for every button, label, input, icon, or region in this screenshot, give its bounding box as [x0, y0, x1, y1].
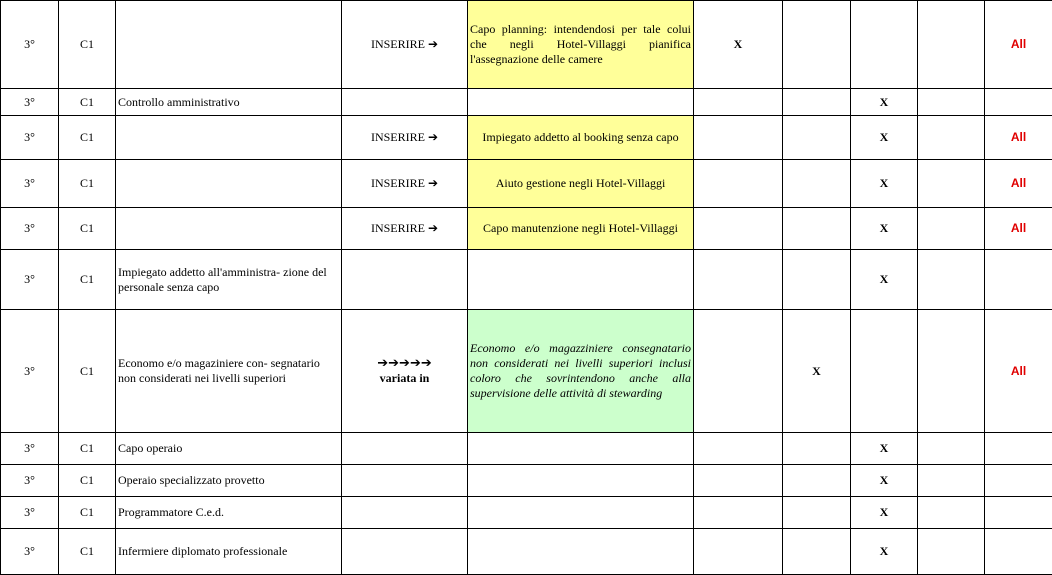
level-cell: 3° — [1, 208, 59, 250]
arrows-icon: ➔➔➔➔➔ — [377, 356, 432, 372]
all-badge — [985, 89, 1052, 116]
profile-cell: Capo operaio — [116, 432, 342, 464]
profile-cell: Operaio specializzato provetto — [116, 464, 342, 496]
code-cell: C1 — [59, 528, 116, 574]
all-badge: All — [985, 1, 1052, 89]
description-cell: Aiuto gestione negli Hotel-Villaggi — [468, 160, 694, 208]
table-row — [1, 116, 1052, 160]
mark-cell — [694, 116, 783, 160]
mark-cell — [918, 310, 985, 432]
action-cell — [342, 432, 468, 464]
mark-cell: X — [851, 89, 918, 116]
mark-cell — [918, 208, 985, 250]
action-cell — [342, 464, 468, 496]
action-cell — [342, 89, 468, 116]
mark-cell — [694, 89, 783, 116]
description-cell — [468, 250, 694, 310]
profile-cell: Controllo amministrativo — [116, 89, 342, 116]
mark-cell — [851, 1, 918, 89]
mark-cell: X — [851, 160, 918, 208]
action-cell: INSERIRE ➔ — [342, 1, 468, 89]
description-cell — [468, 89, 694, 116]
mark-cell — [783, 464, 851, 496]
mark-cell — [918, 432, 985, 464]
description-cell: Capo planning: intendendosi per tale colui che negli Hotel-Villaggi pianifica l'assegnazione delle camere — [468, 1, 694, 89]
all-badge — [985, 432, 1052, 464]
action-label: variata in — [379, 371, 430, 386]
all-badge — [985, 496, 1052, 528]
mark-cell — [918, 160, 985, 208]
table-row — [1, 432, 1052, 464]
mark-cell — [694, 496, 783, 528]
profile-cell: Programmatore C.e.d. — [116, 496, 342, 528]
profile-cell — [116, 116, 342, 160]
mark-cell — [694, 464, 783, 496]
mark-cell — [918, 250, 985, 310]
all-badge — [985, 464, 1052, 496]
mark-cell: X — [851, 464, 918, 496]
mark-cell — [783, 250, 851, 310]
mark-cell — [694, 310, 783, 432]
mark-cell: X — [851, 496, 918, 528]
code-cell: C1 — [59, 89, 116, 116]
mark-cell — [918, 464, 985, 496]
mark-cell — [783, 160, 851, 208]
mark-cell: X — [851, 208, 918, 250]
mark-cell — [694, 250, 783, 310]
profile-cell: Economo e/o magaziniere con- segnatario non considerati nei livelli superiori — [116, 310, 342, 432]
description-cell — [468, 432, 694, 464]
code-cell: C1 — [59, 160, 116, 208]
level-cell: 3° — [1, 250, 59, 310]
mark-cell — [783, 208, 851, 250]
table-row — [1, 496, 1052, 528]
all-badge: All — [985, 310, 1052, 432]
table-row — [1, 208, 1052, 250]
mark-cell — [783, 116, 851, 160]
level-cell: 3° — [1, 464, 59, 496]
mark-cell — [783, 1, 851, 89]
table-row — [1, 160, 1052, 208]
mark-cell — [918, 89, 985, 116]
code-cell: C1 — [59, 116, 116, 160]
mark-cell — [918, 116, 985, 160]
mark-cell — [694, 432, 783, 464]
description-cell: Capo manutenzione negli Hotel-Villaggi — [468, 208, 694, 250]
mark-cell — [918, 1, 985, 89]
all-badge: All — [985, 208, 1052, 250]
mark-cell — [918, 496, 985, 528]
code-cell: C1 — [59, 1, 116, 89]
mark-cell — [783, 528, 851, 574]
description-cell — [468, 496, 694, 528]
code-cell: C1 — [59, 464, 116, 496]
table-row — [1, 1, 1052, 89]
profile-cell: Infermiere diplomato professionale — [116, 528, 342, 574]
all-badge: All — [985, 160, 1052, 208]
all-badge: All — [985, 116, 1052, 160]
mark-cell — [783, 89, 851, 116]
description-cell: Economo e/o magazziniere consegnatario non considerati nei livelli superiori inclusi coloro che sovrintendono anche alla supervisione delle attività di stewarding — [468, 310, 694, 432]
action-cell — [342, 528, 468, 574]
mark-cell: X — [783, 310, 851, 432]
mark-cell — [694, 160, 783, 208]
level-cell: 3° — [1, 310, 59, 432]
profile-cell — [116, 160, 342, 208]
level-cell: 3° — [1, 528, 59, 574]
table-row — [1, 528, 1052, 574]
action-cell — [342, 310, 468, 432]
mark-cell: X — [694, 1, 783, 89]
mark-cell: X — [851, 528, 918, 574]
action-cell: INSERIRE ➔ — [342, 116, 468, 160]
all-badge — [985, 528, 1052, 574]
description-cell — [468, 464, 694, 496]
mark-cell — [851, 310, 918, 432]
mark-cell — [694, 208, 783, 250]
action-cell: INSERIRE ➔ — [342, 160, 468, 208]
level-cell: 3° — [1, 89, 59, 116]
table-row — [1, 464, 1052, 496]
profile-cell: Impiegato addetto all'amministra- zione del personale senza capo — [116, 250, 342, 310]
level-cell: 3° — [1, 496, 59, 528]
mark-cell: X — [851, 250, 918, 310]
table-row — [1, 310, 1052, 432]
table-row — [1, 89, 1052, 116]
mark-cell — [783, 432, 851, 464]
mark-cell — [783, 496, 851, 528]
level-cell: 3° — [1, 160, 59, 208]
code-cell: C1 — [59, 250, 116, 310]
level-cell: 3° — [1, 116, 59, 160]
code-cell: C1 — [59, 496, 116, 528]
table-row — [1, 250, 1052, 310]
all-badge — [985, 250, 1052, 310]
mark-cell — [694, 528, 783, 574]
level-cell: 3° — [1, 1, 59, 89]
code-cell: C1 — [59, 208, 116, 250]
action-cell: INSERIRE ➔ — [342, 208, 468, 250]
level-cell: 3° — [1, 432, 59, 464]
mark-cell: X — [851, 432, 918, 464]
mark-cell: X — [851, 116, 918, 160]
profile-cell — [116, 208, 342, 250]
action-cell — [342, 496, 468, 528]
mark-cell — [918, 528, 985, 574]
description-cell — [468, 528, 694, 574]
description-cell: Impiegato addetto al booking senza capo — [468, 116, 694, 160]
code-cell: C1 — [59, 432, 116, 464]
code-cell: C1 — [59, 310, 116, 432]
action-cell — [342, 250, 468, 310]
profile-cell — [116, 1, 342, 89]
